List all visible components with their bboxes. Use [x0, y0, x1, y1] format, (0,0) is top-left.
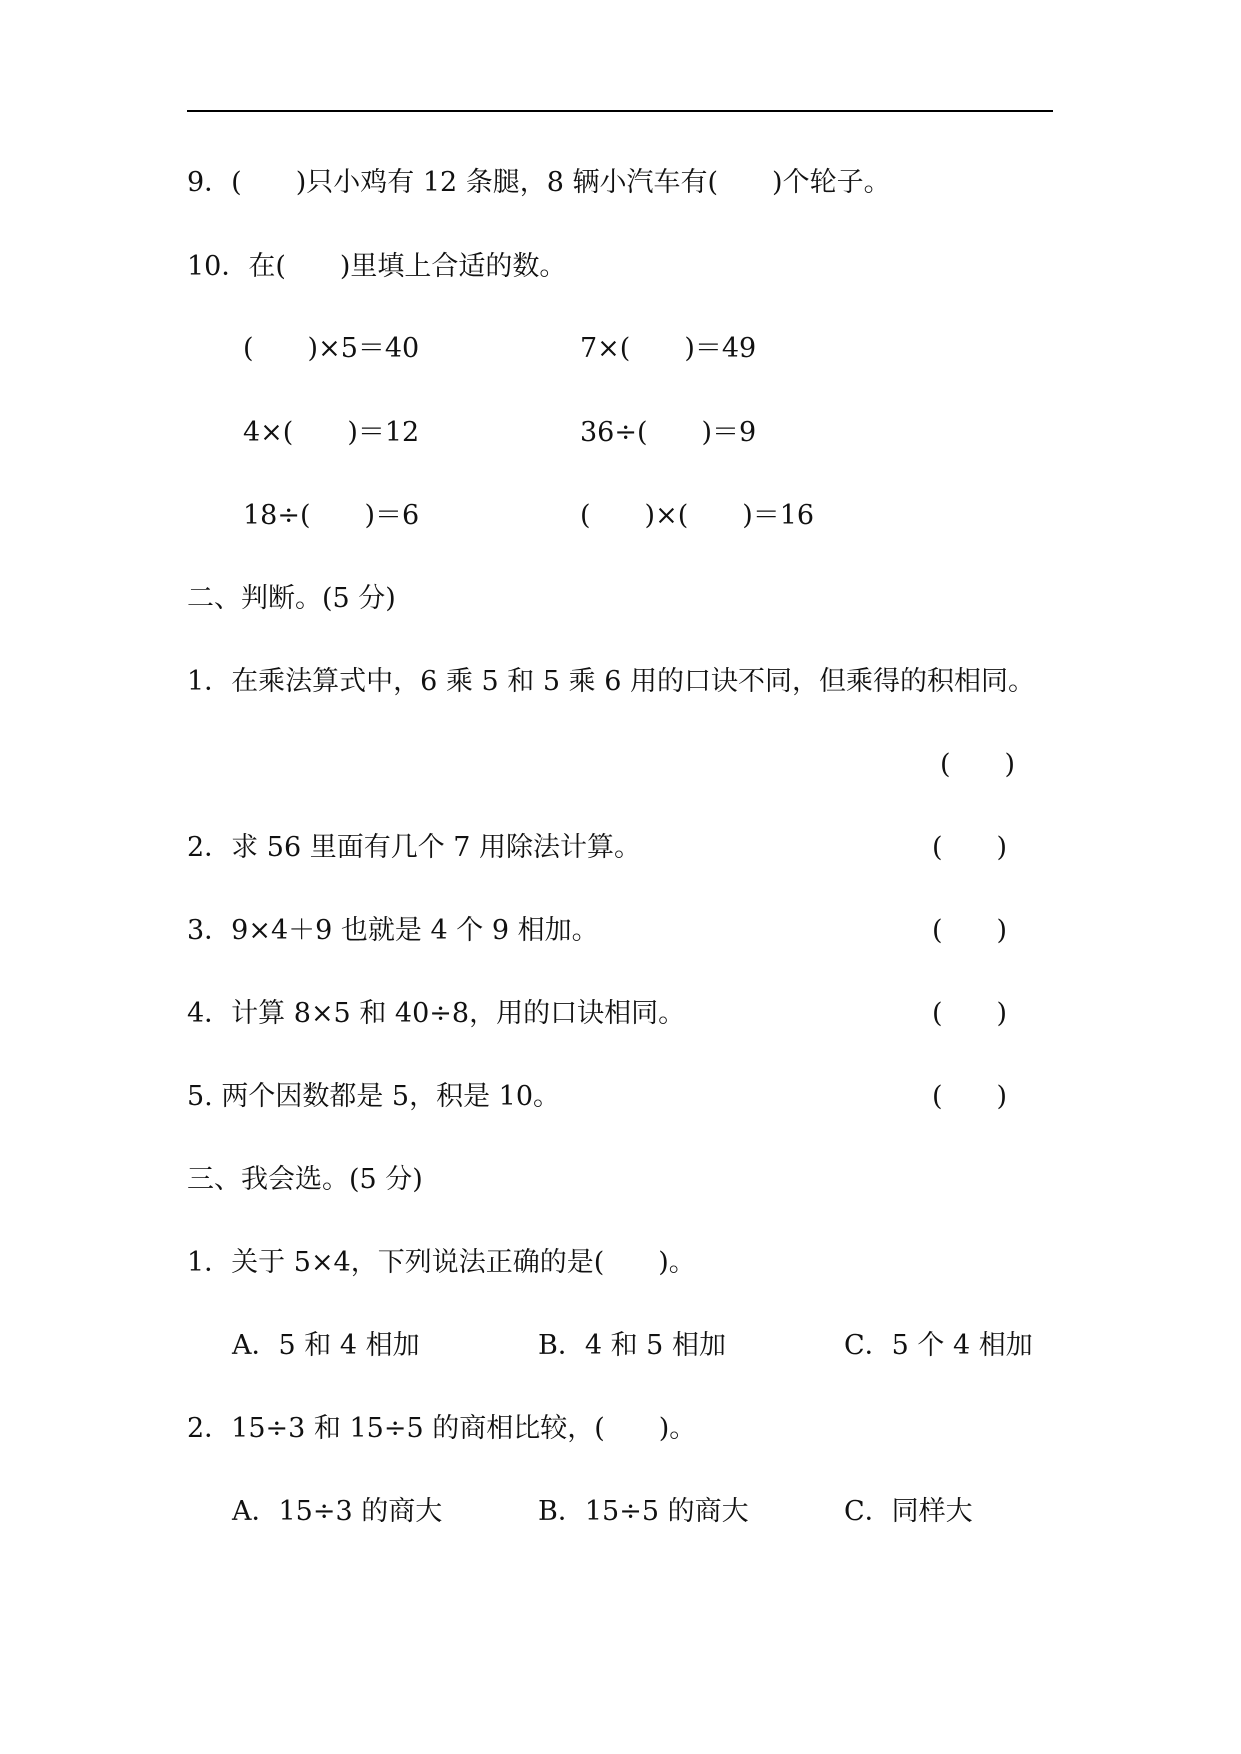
judge-answer-4[interactable]: ( ) [932, 998, 1008, 1029]
judge-answer-2[interactable]: ( ) [932, 832, 1008, 863]
header-rule [187, 110, 1053, 112]
choose-q2-option-a[interactable]: A．15÷3 的商大 [232, 1496, 443, 1527]
equation-6: ( )×( )＝16 [580, 500, 815, 531]
section-judge-heading: 二、判断。(5 分) [187, 583, 396, 614]
judge-item-4: 4．计算 8×5 和 40÷8，用的口诀相同。 [187, 998, 686, 1029]
judge-answer-3[interactable]: ( ) [932, 915, 1008, 946]
question-9: 9．( )只小鸡有 12 条腿，8 辆小汽车有( )个轮子。 [187, 167, 891, 198]
judge-item-1: 1．在乘法算式中，6 乘 5 和 5 乘 6 用的口诀不同，但乘得的积相同。 [187, 666, 1035, 697]
equation-5: 18÷( )＝6 [243, 500, 420, 531]
equation-4: 36÷( )＝9 [580, 417, 757, 448]
choose-q1-option-c[interactable]: C．5 个 4 相加 [844, 1330, 1033, 1361]
choose-q2-option-c[interactable]: C．同样大 [844, 1496, 973, 1527]
choose-q1-option-b[interactable]: B．4 和 5 相加 [538, 1330, 726, 1361]
equation-2: 7×( )＝49 [580, 333, 757, 364]
judge-item-3: 3．9×4＋9 也就是 4 个 9 相加。 [187, 915, 599, 946]
section-choose-heading: 三、我会选。(5 分) [187, 1164, 423, 1195]
choose-question-1: 1．关于 5×4，下列说法正确的是( )。 [187, 1247, 696, 1278]
choose-question-2: 2．15÷3 和 15÷5 的商相比较，( )。 [187, 1413, 697, 1444]
equation-1: ( )×5＝40 [243, 333, 420, 364]
judge-item-2: 2．求 56 里面有几个 7 用除法计算。 [187, 832, 642, 863]
judge-answer-5[interactable]: ( ) [932, 1081, 1008, 1112]
question-10: 10．在( )里填上合适的数。 [187, 251, 567, 282]
judge-answer-1[interactable]: ( ) [940, 749, 1016, 780]
judge-item-5: 5. 两个因数都是 5，积是 10。 [187, 1081, 561, 1112]
choose-q2-option-b[interactable]: B．15÷5 的商大 [538, 1496, 749, 1527]
equation-3: 4×( )＝12 [243, 417, 420, 448]
choose-q1-option-a[interactable]: A．5 和 4 相加 [232, 1330, 420, 1361]
